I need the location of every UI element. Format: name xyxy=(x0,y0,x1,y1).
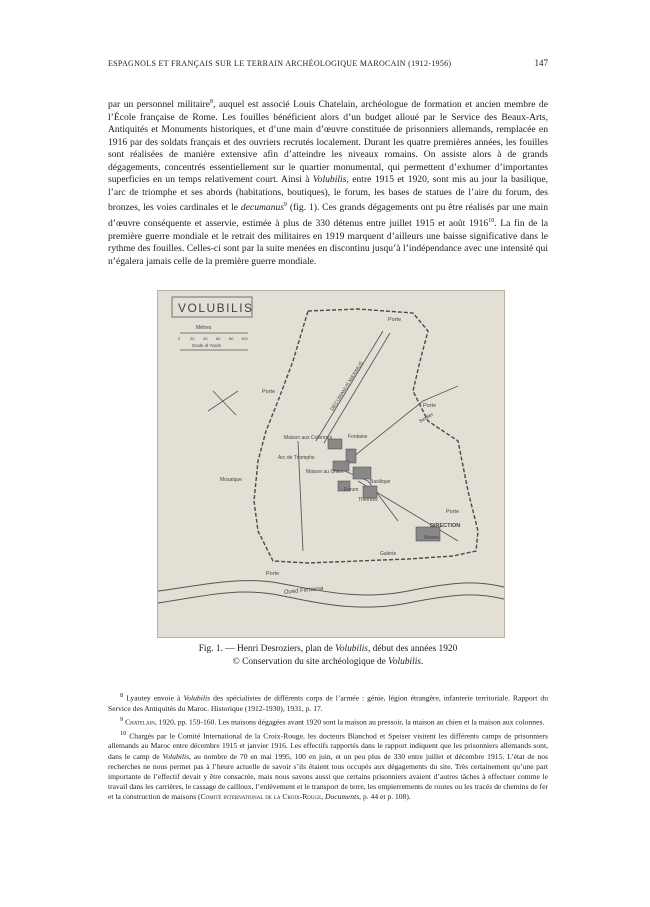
scale-yards-label: Scale of Yards xyxy=(192,343,221,348)
running-header xyxy=(108,58,548,68)
caption-credit: © Conservation du site archéologique de xyxy=(232,657,389,667)
scale-tick: 80 xyxy=(229,336,234,341)
map-plan-drawing xyxy=(158,291,504,637)
maison-colonnes-label: Maison aux Colonnes xyxy=(284,435,333,441)
footnote-number: 9 xyxy=(120,715,124,723)
body-text-segment: , auquel est associé Louis Chatelain, archéologue de formation et ancien membre de l’École française de Rome. Les fouilles bénéficient alors d’un budget alloué par le Service des Beaux-Arts, Antiquités et Monuments historiques, et d’une main d’œuvre constituée de prisonniers allemands, remplacée en 1916 par des soldats français et des ouvriers recrutés localement. Durant les quatre premières années, les fouilles sont réalisées de manière extensive afin d’atteindre les niveaux romains. On assiste alors à de grands dégagements, concentrés essentiellement sur le quartier monumental, qui permettent d’exhumer d’importantes superficies en un temps relativement court. Ainsi à xyxy=(108,99,548,186)
maison-chien-label: Maison au Chien xyxy=(306,469,344,475)
scale-tick: 100 xyxy=(241,336,248,341)
porte-label: Porte xyxy=(446,509,460,515)
basilique-label: Basilique xyxy=(370,479,391,485)
footnote-text: , au nombre de 70 en mai 1995, 100 en juin, et un peu plus de 330 entre juillet et décembre 1915. L’état de nos recherches ne nous permet pas à l’heure actuelle de savoir s’ils étaient tous occupés aux dégagements du site. Très certainement qu’une part importante de l’effectif devait y être consacrée, mais nous savons aussi que certains prisonniers avaient d’autres tâches à effectuer comme le travail dans les carrières, le cassage de cailloux, l’enlèvement et le transport de terre, les empierrements de routes ou les tracés de chemins de fer et la construction de maisons ( xyxy=(108,751,548,802)
footnote-author: Chatelain xyxy=(125,717,155,727)
footnotes xyxy=(108,691,548,803)
caption-text: . xyxy=(421,657,424,667)
caption-text: , début des années 1920 xyxy=(367,644,458,654)
body-text-segment: . La fin de la première guerre mondiale et le retrait des militaires en 1919 marquent d’ailleurs une baisse significative dans le rythme des fouilles. Celles-ci sont par la suite menées en discontinu jusqu’à l’indépendance avec une intensité qui n’égalera jamais celle de la première guerre mondiale. xyxy=(108,218,548,267)
footnote-8 xyxy=(108,691,548,714)
porte-label: Porte xyxy=(262,389,276,395)
footnote-text: , xyxy=(321,792,325,802)
oued-label: Oued Fertassa xyxy=(283,585,324,596)
sentier-label: Sentier xyxy=(418,411,435,425)
scale-tick: 20 xyxy=(190,336,195,341)
decumanus-label: DECUMANUS MAXIMUS xyxy=(329,360,365,413)
footnote-number: 10 xyxy=(120,729,127,737)
caption-italic: Volubilis xyxy=(388,657,421,667)
scale-tick: 0 xyxy=(178,336,181,341)
figure-caption xyxy=(108,643,548,669)
map-title: VOLUBILIS xyxy=(178,301,254,315)
footnote-italic: Volubilis xyxy=(162,751,190,761)
body-text-segment: par un personnel militaire xyxy=(108,99,210,111)
footnote-text: , 1920, pp. 159-160. Les maisons dégagées avant 1920 sont la maison au pressoir, la maison au chien et la maison aux colonnes. xyxy=(154,717,545,727)
caption-line-2 xyxy=(108,656,548,669)
fontaine-label: Fontaine xyxy=(348,434,368,440)
caption-italic: Volubilis xyxy=(335,644,368,654)
musee-label: Musée xyxy=(424,535,440,541)
footnote-italic: Volubilis xyxy=(183,693,211,703)
caption-line-1 xyxy=(108,643,548,656)
footnote-italic: Documents xyxy=(324,792,360,802)
porte-label: Porte xyxy=(388,317,402,323)
scale-tick: 40 xyxy=(203,336,208,341)
body-text-segment: , entre 1915 et 1920, sont mis au jour la basilique, l’arc de triomphe et ses abords (habitations, boutiques), le forum, les bases de statues de l’aire du forum, des bronzes, les voies cardinales et le xyxy=(108,174,548,214)
caption-text: Fig. 1. — Henri Desroziers, plan de xyxy=(198,644,336,654)
body-text-segment: (fig. 1). Ces grands dégagements ont pu être réalisés par une main d’œuvre conséquente et asservie, estimée à plus de 330 détenus entre juillet 1915 et août 1916 xyxy=(108,202,548,230)
footnote-ref-9[interactable]: 9 xyxy=(284,202,288,209)
scale-metres-label: Mètres xyxy=(196,325,212,331)
porte-label: Porte xyxy=(423,403,437,409)
volubilis-map-figure xyxy=(157,290,505,638)
footnote-number: 8 xyxy=(120,692,124,699)
galerie-label: Galerie xyxy=(380,551,397,557)
footnote-ref-8[interactable]: 8 xyxy=(210,99,213,105)
italic-term: Volubilis xyxy=(312,174,347,186)
body-paragraph xyxy=(108,96,548,268)
arc-label: Arc de Triomphe xyxy=(278,455,315,461)
porte-label: Porte xyxy=(266,571,280,577)
mosaique-label: Mosaïque xyxy=(220,477,242,483)
footnote-text: , p. 44 et p. 108). xyxy=(359,792,411,802)
footnote-author: Comité international de la Croix-Rouge xyxy=(200,792,322,802)
footnote-text: Chargés par le Comité International de la Croix-Rouge, les docteurs Blanchod et Speiser visitent les différents camps de prisonniers allemands au Maroc entre décembre 1915 et janvier 1916. Les effectifs rapportés dans le rapport indiquent que les prisonniers allemands sont, dans le camp de xyxy=(108,731,548,761)
italic-term: decumanus xyxy=(240,202,285,214)
footnote-10 xyxy=(108,729,548,803)
page-number: 147 xyxy=(534,58,548,68)
running-title: ESPAGNOLS ET FRANÇAIS SUR LE TERRAIN ARCHÉOLOGIQUE MAROCAIN (1912-1956) xyxy=(108,59,452,68)
footnote-9 xyxy=(108,715,548,728)
direction-label: DIRECTION xyxy=(430,523,461,529)
footnote-ref-10[interactable]: 10 xyxy=(488,217,495,224)
thermes-label: Thermes xyxy=(358,497,378,503)
footnote-text: Lyautey envoie à xyxy=(123,693,184,703)
footnote-text: des spécialistes de différents corps de l’armée : génie, légion étrangère, infanterie territoriale. Rapport du Service des Antiquités du Maroc. Historique (1912-1930), 1931, p. 17. xyxy=(108,693,549,713)
forum-label: Forum xyxy=(344,487,359,493)
scale-tick: 60 xyxy=(216,336,221,341)
